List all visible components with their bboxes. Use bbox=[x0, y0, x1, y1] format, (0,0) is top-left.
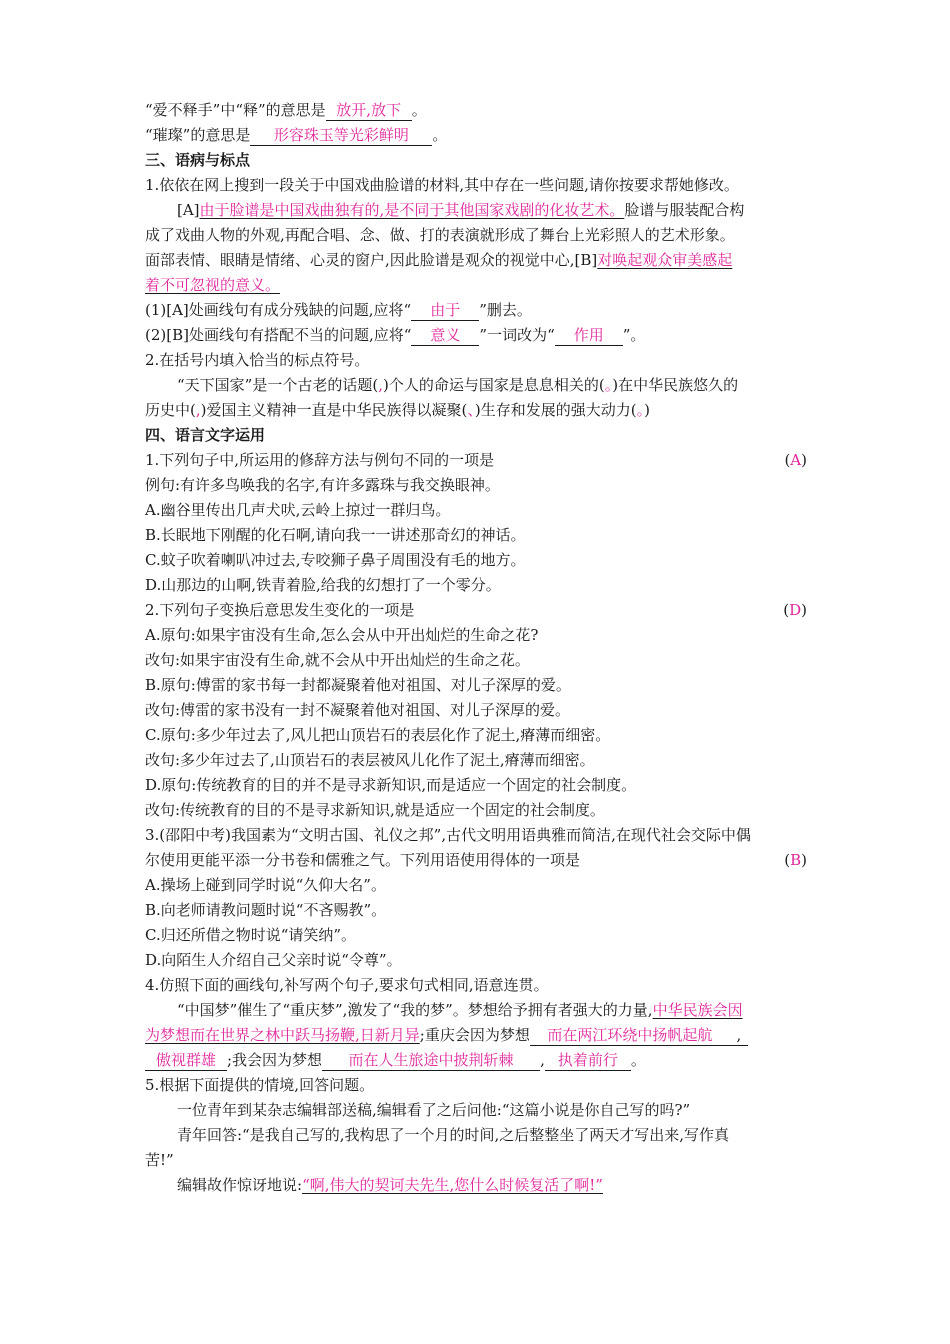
answer-blank: 放开,放下 bbox=[326, 100, 412, 121]
question-stem: 5.根据下面提供的情境,回答问题。 bbox=[145, 1076, 375, 1094]
punct-answer: 。 bbox=[604, 376, 613, 394]
option-line: C.原句:多少年过去了,风儿把山顶岩石的表层化作了泥土,瘠薄而细密。 bbox=[145, 726, 611, 744]
passage-line: 历史中(,)爱国主义精神一直是中华民族得以凝聚(、)生存和发展的强大动力(。) bbox=[145, 401, 650, 419]
answer-blank: 由于 bbox=[411, 300, 479, 321]
option-line: D.原句:传统教育的目的并不是寻求新知识,而是适应一个固定的社会制度。 bbox=[145, 776, 637, 794]
answer-blank: 意义 bbox=[411, 325, 479, 346]
passage-line: “中国梦”催生了“重庆梦”,激发了“我的梦”。梦想给予拥有者强大的力量,中华民族会因 bbox=[177, 1001, 743, 1019]
question-stem: 1.下列句子中,所运用的修辞方法与例句不同的一项是 (A) bbox=[145, 448, 807, 473]
answer-blank: 执着前行 bbox=[545, 1050, 631, 1071]
answer-bracket: (A) bbox=[784, 451, 807, 469]
option-line: A.原句:如果宇宙没有生命,怎么会从中开出灿烂的生命之花? bbox=[145, 626, 539, 644]
passage-line: 面部表情、眼睛是情绪、心灵的窗户,因此脸谱是观众的视觉中心,[B]对唤起观众审美感起 bbox=[145, 251, 733, 269]
option-line: B.向老师请教问题时说“不吝赐教”。 bbox=[145, 901, 387, 919]
punct-answer: 。 bbox=[636, 401, 645, 419]
question-stem: 3.(邵阳中考)我国素为“文明古国、礼仪之邦”,古代文明用语典雅而简洁,在现代社会交际中偶 bbox=[145, 826, 751, 844]
punct-answer: , bbox=[378, 376, 383, 394]
question-stem: 2.下列句子变换后意思发生变化的一项是 (D) bbox=[145, 598, 807, 623]
example-line: 例句:有许多鸟唤我的名字,有许多露珠与我交换眼神。 bbox=[145, 476, 500, 494]
answer-blank: 而在人生旅途中披荆斩棘 bbox=[322, 1050, 540, 1071]
option-line: 改句:传统教育的目的不是寻求新知识,就是适应一个固定的社会制度。 bbox=[145, 801, 605, 819]
passage-line: 为梦想而在世界之林中跃马扬鞭,日新月异;重庆会因为梦想 而在两江环绕中扬帆起航 , bbox=[145, 1023, 807, 1048]
vocab-line: “爱不释手”中“释”的意思是 放开,放下 。 bbox=[145, 101, 427, 119]
option-line: 改句:傅雷的家书没有一封不凝聚着他对祖国、对儿子深厚的爱。 bbox=[145, 701, 571, 719]
option-line: C.归还所借之物时说“请笑纳”。 bbox=[145, 926, 357, 944]
document-page bbox=[145, 98, 807, 1198]
punct-answer: 、 bbox=[467, 401, 475, 419]
punct-answer: , bbox=[195, 401, 201, 419]
underlined-sentence-a: 由于脸谱是中国戏曲独有的,是不同于其他国家戏剧的化妆艺术。 bbox=[199, 201, 625, 219]
passage-line: 成了戏曲人物的外观,再配合唱、念、做、打的表演就形成了舞台上光彩照人的艺术形象。 bbox=[145, 226, 735, 244]
answer-line: “啊,伟大的契诃夫先生,您什么时候复活了啊!” bbox=[302, 1176, 603, 1194]
section-title: 三、语病与标点 bbox=[145, 151, 251, 169]
passage-line bbox=[145, 273, 807, 298]
vocab-line: “璀璨”的意思是 形容珠玉等光彩鲜明 。 bbox=[145, 126, 448, 144]
option-line: D.向陌生人介绍自己父亲时说“令尊”。 bbox=[145, 951, 402, 969]
passage-line: 苦!” bbox=[145, 1151, 174, 1169]
answer-blank: 形容珠玉等光彩鲜明 bbox=[250, 125, 432, 146]
question-stem: 4.仿照下面的画线句,补写两个句子,要求句式相同,语意连贯。 bbox=[145, 976, 549, 994]
option-line: A.操场上碰到同学时说“久仰大名”。 bbox=[145, 876, 386, 894]
underlined-sentence-b-cont: 着不可忽视的意义。 bbox=[145, 276, 281, 294]
passage-line: “天下国家”是一个古老的话题(,)个人的命运与国家是息息相关的(。)在中华民族悠久的 bbox=[177, 376, 739, 394]
passage-line: 青年回答:“是我自己写的,我构思了一个月的时间,之后整整坐了两天才写出来,写作真 bbox=[177, 1126, 730, 1144]
answer-bracket: (D) bbox=[783, 601, 807, 619]
answer-blank: 而在两江环绕中扬帆起航 bbox=[530, 1025, 730, 1046]
option-line: B.长眠地下刚醒的化石啊,请向我一一讲述那奇幻的神话。 bbox=[145, 526, 526, 544]
option-line: 改句:如果宇宙没有生命,就不会从中开出灿烂的生命之花。 bbox=[145, 651, 530, 669]
answer-bracket: (B) bbox=[784, 851, 807, 869]
question-stem: 尔使用更能平添一分书卷和儒雅之气。下列用语使用得体的一项是 (B) bbox=[145, 848, 807, 873]
passage-line: 一位青年到某杂志编辑部送稿,编辑看了之后问他:“这篇小说是你自己写的吗?” bbox=[177, 1101, 691, 1119]
option-line: A.幽谷里传出几声犬吠,云岭上掠过一群归鸟。 bbox=[145, 501, 451, 519]
underlined-model-sentence: 中华民族会因 bbox=[652, 1001, 743, 1019]
passage-line: 傲视群雄 ;我会因为梦想 而在人生旅途中披荆斩棘 , 执着前行 。 bbox=[145, 1048, 807, 1073]
answer-blank: 傲视群雄 bbox=[145, 1050, 227, 1071]
option-line: 改句:多少年过去了,山顶岩石的表层被风儿化作了泥土,瘠薄而细密。 bbox=[145, 751, 595, 769]
section-title: 四、语言文字运用 bbox=[145, 426, 266, 444]
underlined-sentence-b: 对唤起观众审美感起 bbox=[597, 251, 733, 269]
question-stem: 1.依依在网上搜到一段关于中国戏曲脸谱的材料,其中存在一些问题,请你按要求帮她修改。 bbox=[145, 176, 739, 194]
option-line: D.山那边的山啊,铁青着脸,给我的幻想打了一个零分。 bbox=[145, 576, 501, 594]
passage-line: [A]由于脸谱是中国戏曲独有的,是不同于其他国家戏剧的化妆艺术。脸谱与服装配合构 bbox=[177, 201, 745, 219]
passage-line: 编辑故作惊讶地说:“啊,伟大的契诃夫先生,您什么时候复活了啊!” bbox=[177, 1176, 603, 1194]
underlined-model-sentence-cont: 为梦想而在世界之林中跃马扬鞭,日新月异 bbox=[145, 1026, 420, 1044]
option-line: B.原句:傅雷的家书每一封都凝聚着他对祖国、对儿子深厚的爱。 bbox=[145, 676, 571, 694]
question-stem: 2.在括号内填入恰当的标点符号。 bbox=[145, 351, 370, 369]
sub-question: (1)[A]处画线句有成分残缺的问题,应将“ 由于 ”删去。 bbox=[145, 301, 532, 319]
option-line: C.蚊子吹着喇叭冲过去,专咬狮子鼻子周围没有毛的地方。 bbox=[145, 551, 526, 569]
sub-question: (2)[B]处画线句有搭配不当的问题,应将“ 意义 ”一词改为“ 作用 ”。 bbox=[145, 326, 646, 344]
answer-blank: 作用 bbox=[555, 325, 623, 346]
